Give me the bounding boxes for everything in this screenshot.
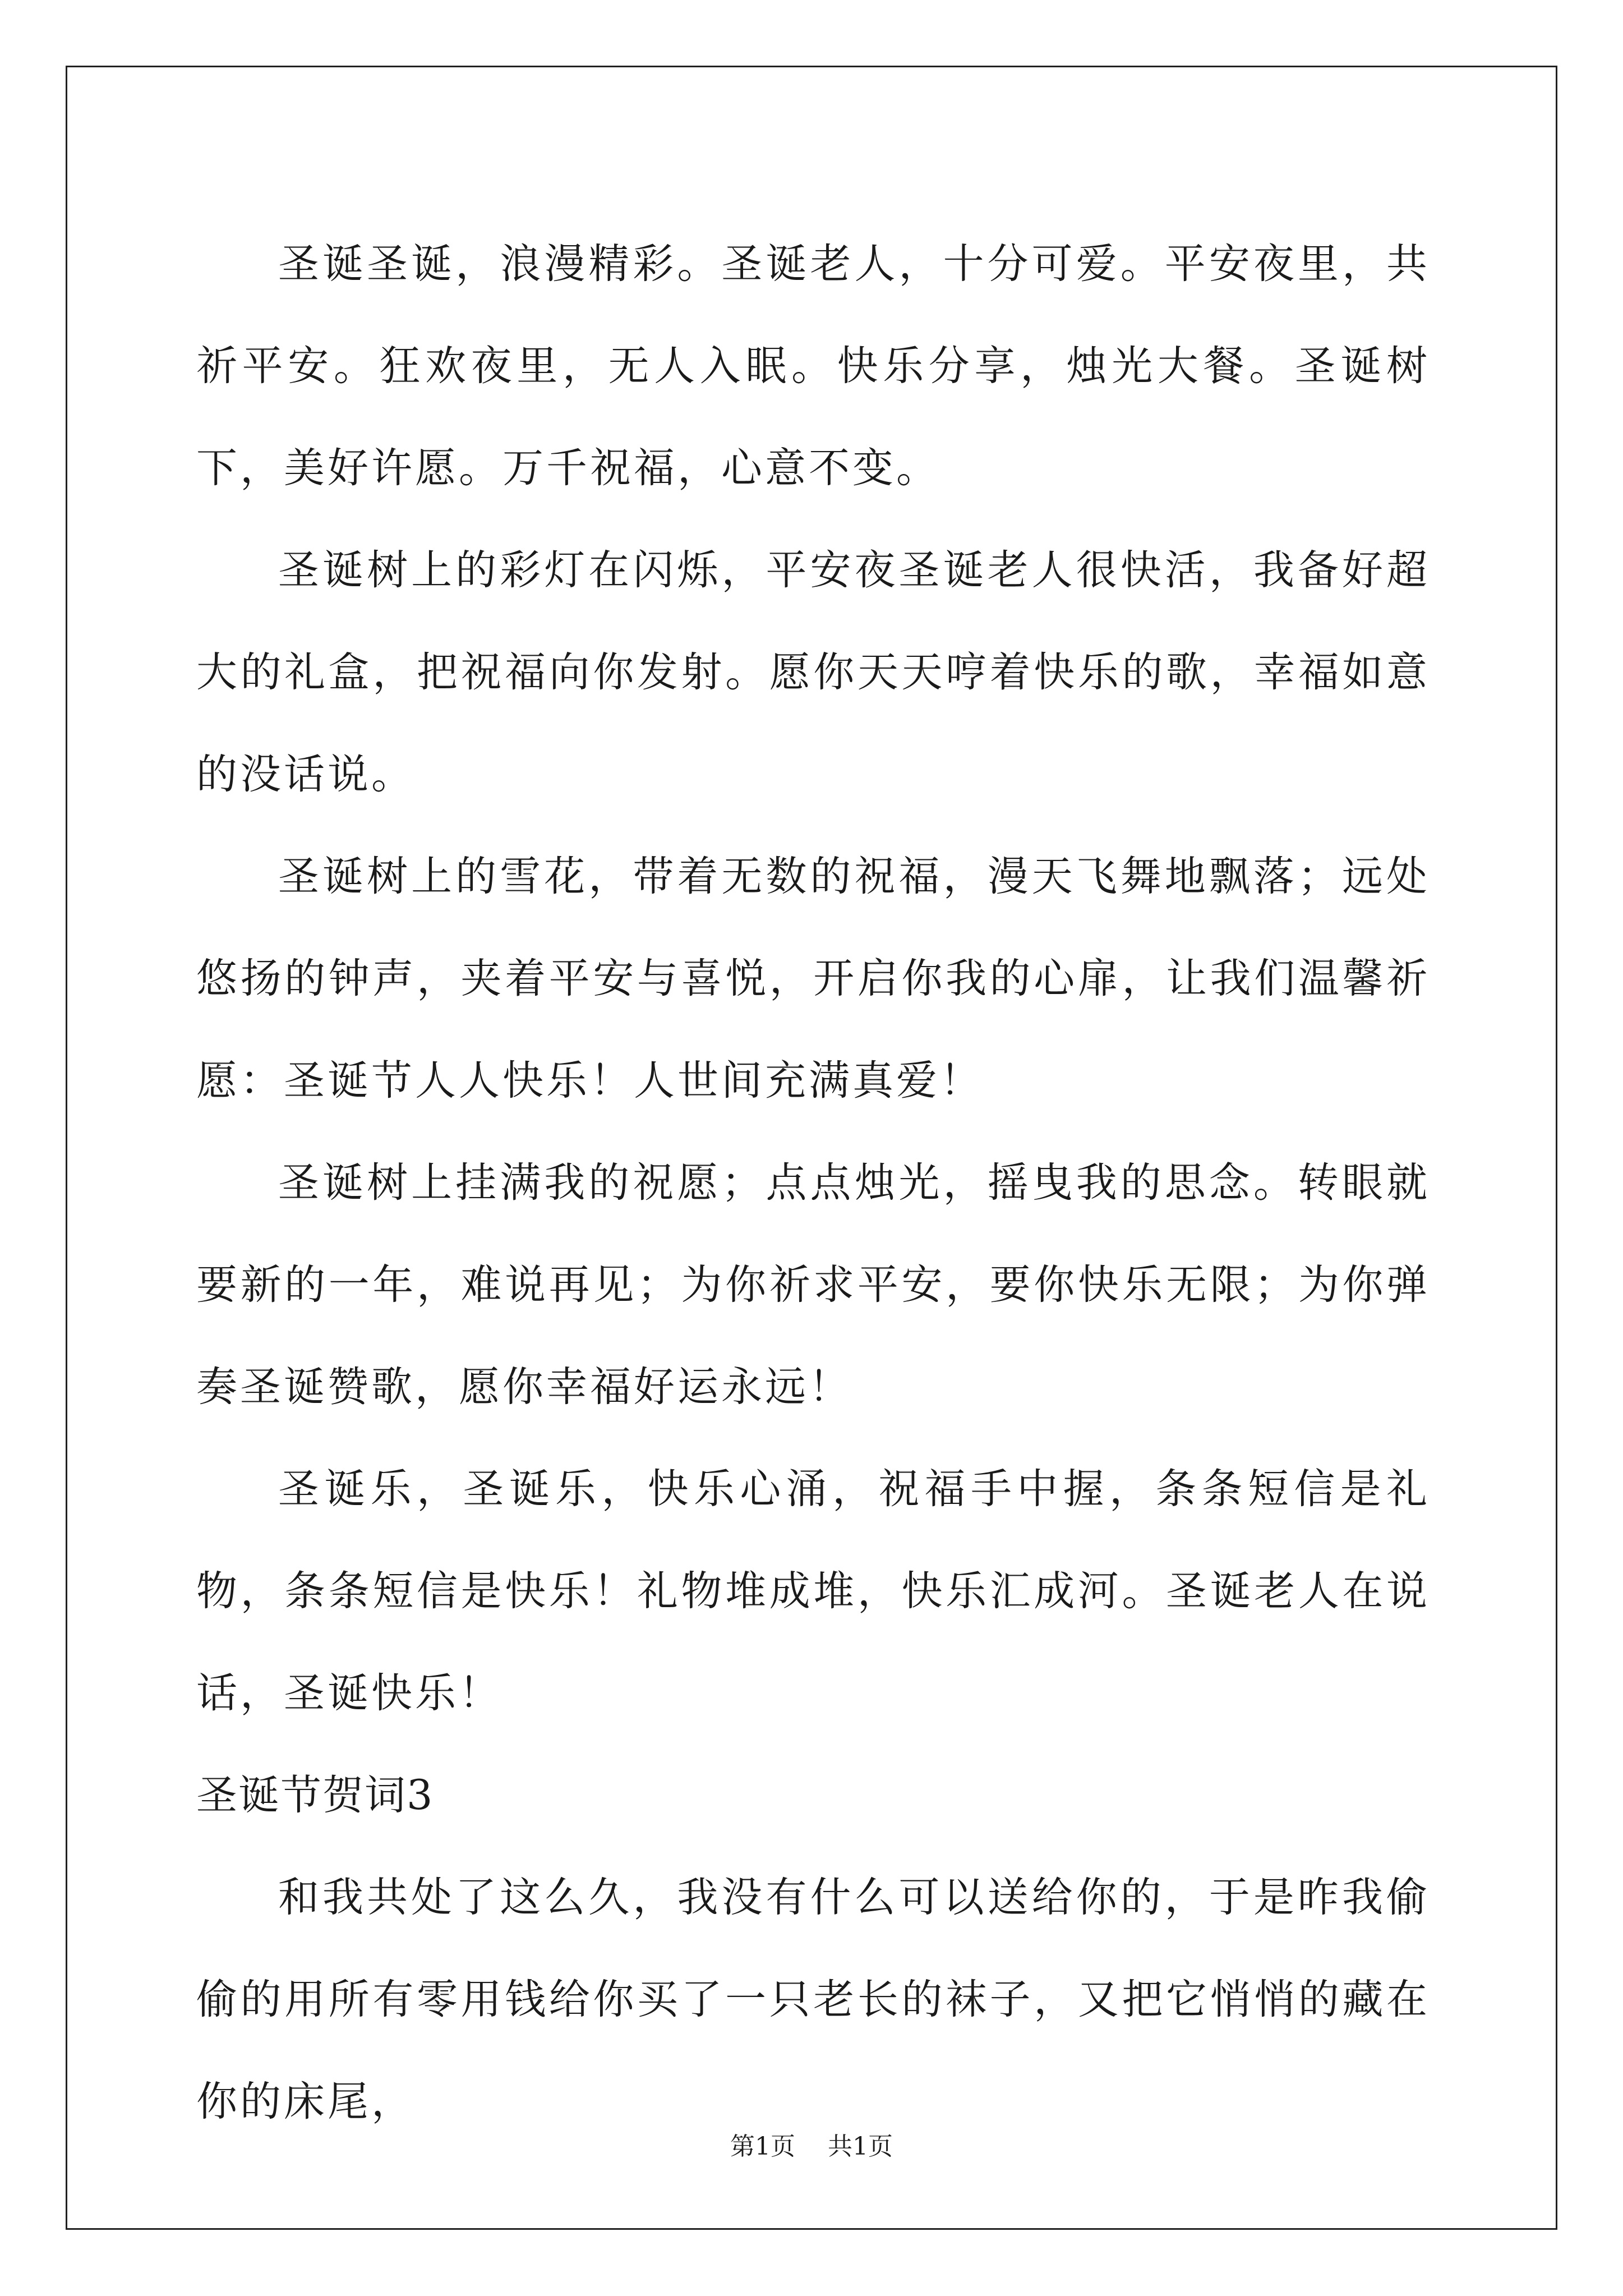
document-body [196,213,1430,2153]
page-total: 共1页 [828,2132,893,2161]
paragraph: 和我共处了这么久，我没有什么可以送给你的，于是昨我偷偷的用所有零用钱给你买了一只老长的袜子，又把它悄悄的藏在你的床尾， [196,1874,1430,2125]
paragraph: 圣诞圣诞，浪漫精彩。圣诞老人，十分可爱。平安夜里，共祈平安。狂欢夜里，无人入眠。快乐分享，烛光大餐。圣诞树下，美好许愿。万千祝福，心意不变。 [196,240,1430,492]
paragraph: 圣诞树上挂满我的祝愿；点点烛光，摇曳我的思念。转眼就要新的一年，难说再见；为你祈求平安，要你快乐无限；为你弹奏圣诞赞歌，愿你幸福好运永远！ [196,1159,1430,1411]
page-footer [0,2126,1623,2162]
section-heading: 圣诞节贺词3 [196,1772,434,1819]
paragraph: 圣诞树上的彩灯在闪烁，平安夜圣诞老人很快活，我备好超大的礼盒，把祝福向你发射。愿你天天哼着快乐的歌，幸福如意的没话说。 [196,546,1430,798]
paragraph: 圣诞乐，圣诞乐，快乐心涌，祝福手中握，条条短信是礼物，条条短信是快乐！礼物堆成堆，快乐汇成河。圣诞老人在说话，圣诞快乐！ [196,1465,1430,1717]
page-number: 第1页 [730,2132,795,2161]
paragraph: 圣诞树上的雪花，带着无数的祝福，漫天飞舞地飘落；远处悠扬的钟声，夹着平安与喜悦，开启你我的心扉，让我们温馨祈愿：圣诞节人人快乐！人世间充满真爱！ [196,853,1430,1105]
